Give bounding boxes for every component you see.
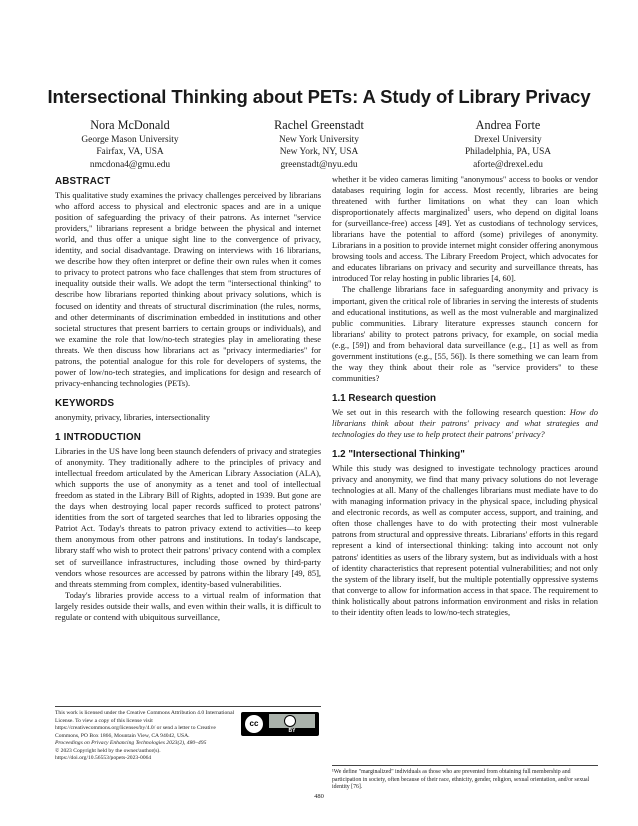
attribution-icon: BY: [269, 714, 315, 734]
keywords-heading: KEYWORDS: [55, 397, 115, 409]
author-email[interactable]: greenstadt@nyu.edu: [280, 159, 358, 170]
proceedings-line: Proceedings on Privacy Enhancing Technologies 2023(2), 480–495: [55, 740, 207, 746]
introduction-heading: 1 INTRODUCTION: [55, 431, 142, 443]
right-column: [332, 174, 598, 618]
intro-paragraph-1: Libraries in the US have long been staunch defenders of privacy and strategies of anonymity. They traditionally adhere to the principles of privacy and intellectual freedom articulated by the American Library Association (ALA), which supports the use of anonymity as a tenet and tool of intellectual freedom as stated in the Library Bill of Rights, adopted in 1939. But gone are the days when destroying local paper records sufficed to protect patrons' identities from the sort of targeted searches that led to libraries opposing the Patriot Act. Today's threats to patron privacy extend to activities—to keep them anonymous from other patrons and institutions. In today's landscape, library staff who wish to protect their patrons' privacy contend with a complex set of surveillance infrastructures, including those owned by third-party vendors whose resources are accessed by patrons within the library [49, 85], and threats stemming from complex, identity-based vulnerabilities.: [55, 446, 321, 589]
page-number: 480: [314, 793, 324, 800]
author-name: Nora McDonald: [90, 118, 170, 132]
right-paragraph-2: The challenge librarians face in safeguarding anonymity and privacy is important, given the critical role of libraries in serving the interests of students and educational institutions, as well as the most vulnerable and marginalized public communities. Library literature expresses staunch concern for librarians' ability to protect patrons privacy, for example, on social media (e.g., [59]) and from behavioral data surveillance (e.g., [1] as well as from government institutions (e.g., [55, 56]). Is there something we can learn from the way they think about their role as "service providers" to these communities?: [332, 284, 598, 383]
keywords-text: anonymity, privacy, libraries, intersectionality: [55, 411, 210, 422]
copyright-line: © 2023 Copyright held by the owner/author(s).: [55, 747, 161, 754]
license-block: [55, 706, 321, 763]
author-location: Fairfax, VA, USA: [96, 147, 164, 158]
abstract-text: This qualitative study examines the privacy challenges perceived by librarians who afford access to physical and electronic spaces and are in a unique position of safeguarding the privacy of their patrons. As internet "service providers," librarians represent a bridge between the physical and internet world, and thus offer a unique sight line to the convergence of privacy, identity, and social disadvantage. Drawing on interviews with 16 librarians, we describe how they often interpret or define their own rules when it comes to privacy to protect patrons who face challenges that stem from structures of inequality outside their walls. We adopt the term "intersectional thinking" to describe how librarians reported thinking about privacy solutions, which is focused on identity and threats of structural discrimination (the rules, norms, and other determinants of discrimination embedded in institutions and other societal structures that present barriers to certain groups or individuals), and we examine the role that low/no-tech strategies play in ameliorating these threats. We then discuss how librarians act as "privacy intermediaries" for patrons, the potential analogue for this role for developers of systems, the power of low/no-tech strategies, and implications for design and research of privacy-enhancing technologies (PETs).: [55, 190, 321, 388]
author-location: New York, NY, USA: [279, 147, 359, 158]
research-question-heading: 1.1 Research question: [332, 392, 436, 404]
license-text: This work is licensed under the Creative Commons Attribution 4.0 International License. To view a copy of this license visit https://creativecommons.org/licenses/by/4.0/ or send a letter to Creative Commons, PO Box 1866, Mountain View, CA 94042, USA.: [55, 710, 235, 739]
author-name: Andrea Forte: [475, 118, 541, 132]
cc-icon: cc: [245, 715, 263, 733]
footnote-marker[interactable]: 1: [467, 207, 471, 214]
cc-by-badge[interactable]: [241, 712, 319, 736]
paper-title: Intersectional Thinking about PETs: A Study of Library Privacy: [47, 86, 591, 107]
author-email[interactable]: nmcdona4@gmu.edu: [89, 159, 171, 170]
footnote: ¹We define "marginalized" individuals as those who are prevented from obtaining full membership and participation in society, often because of their race, ethnicity, gender, religion, sexual orientation, and/or sexual identity [76].: [332, 765, 598, 792]
author-3: [418, 118, 598, 171]
author-affiliation: George Mason University: [81, 135, 179, 145]
author-email[interactable]: aforte@drexel.edu: [473, 159, 543, 170]
research-question: How do librarians think about their patrons' privacy and what strategies and technologies do they use to help protect their patrons' privacy?: [332, 406, 598, 440]
author-block: [40, 118, 598, 171]
intersectional-thinking-heading: 1.2 "Intersectional Thinking": [332, 449, 465, 461]
intro-paragraph-2: Today's libraries provide access to a virtual realm of information that largely resides outside their walls, and even within their walls, it is difficult to regulate or contend with ubiquitous surveillance,: [55, 589, 321, 622]
research-question-text: We set out in this research with the following research question: How do librarians think about their patrons' privacy and what strategies and technologies do they use to help protect their patrons' privacy?: [332, 406, 598, 440]
author-affiliation: Drexel University: [474, 135, 542, 145]
author-1: [40, 118, 220, 171]
right-paragraph-1: whether it be video cameras limiting "anonymous" access to books or vendor databases requiring login for access. Most recently, libraries are being threatened with further limitations on what they can loan which disproportionately affects marginalized$^1$ users, who depend on digital loans for (surveillance-free) access [49]. Yet as custodians of technology services, librarians have the potential to afford (some) privileges of anonymity. Librarians in a position to provide internet might consider offering anonymous browsing tools and access. The Library Freedom Project, which advocates for and educates librarians on privacy and security and surveillance threats, has introduced Tor relay hosting in public libraries [4, 60].: [332, 174, 598, 284]
intersectional-thinking-text: While this study was designed to investigate technology practices around privacy and anonymity, we find that many privacy solutions do not leverage technologies at all. Many of the challenges librarians must mediate have to do with managing information privacy in the physical space, including physical and electronic records, as well as computer access, support, and training, and often those challenges have to do with protecting their most vulnerable patrons from structural and oppressive threats. Librarians' efforts in this regard represent a kind of intersectional thinking: taking into account not only patrons' identities as users of the library system, but as individuals with a host of identity characteristics that represent potential vulnerabilities; and not only the system of the library itself, but the multiple potentially oppressive systems that converge to allow for information access in that space. The requirement to think holistically about patrons information environment and risks in relation to their identity often leads to low/no-tech strategies,: [332, 463, 598, 617]
author-2: [229, 118, 409, 171]
doi-link[interactable]: https://doi.org/10.56553/popets-2023-0064: [55, 755, 152, 761]
abstract-heading: ABSTRACT: [55, 176, 111, 187]
author-affiliation: New York University: [279, 135, 359, 145]
left-column: [55, 176, 321, 623]
author-name: Rachel Greenstadt: [274, 118, 364, 132]
author-location: Philadelphia, PA, USA: [464, 147, 552, 158]
